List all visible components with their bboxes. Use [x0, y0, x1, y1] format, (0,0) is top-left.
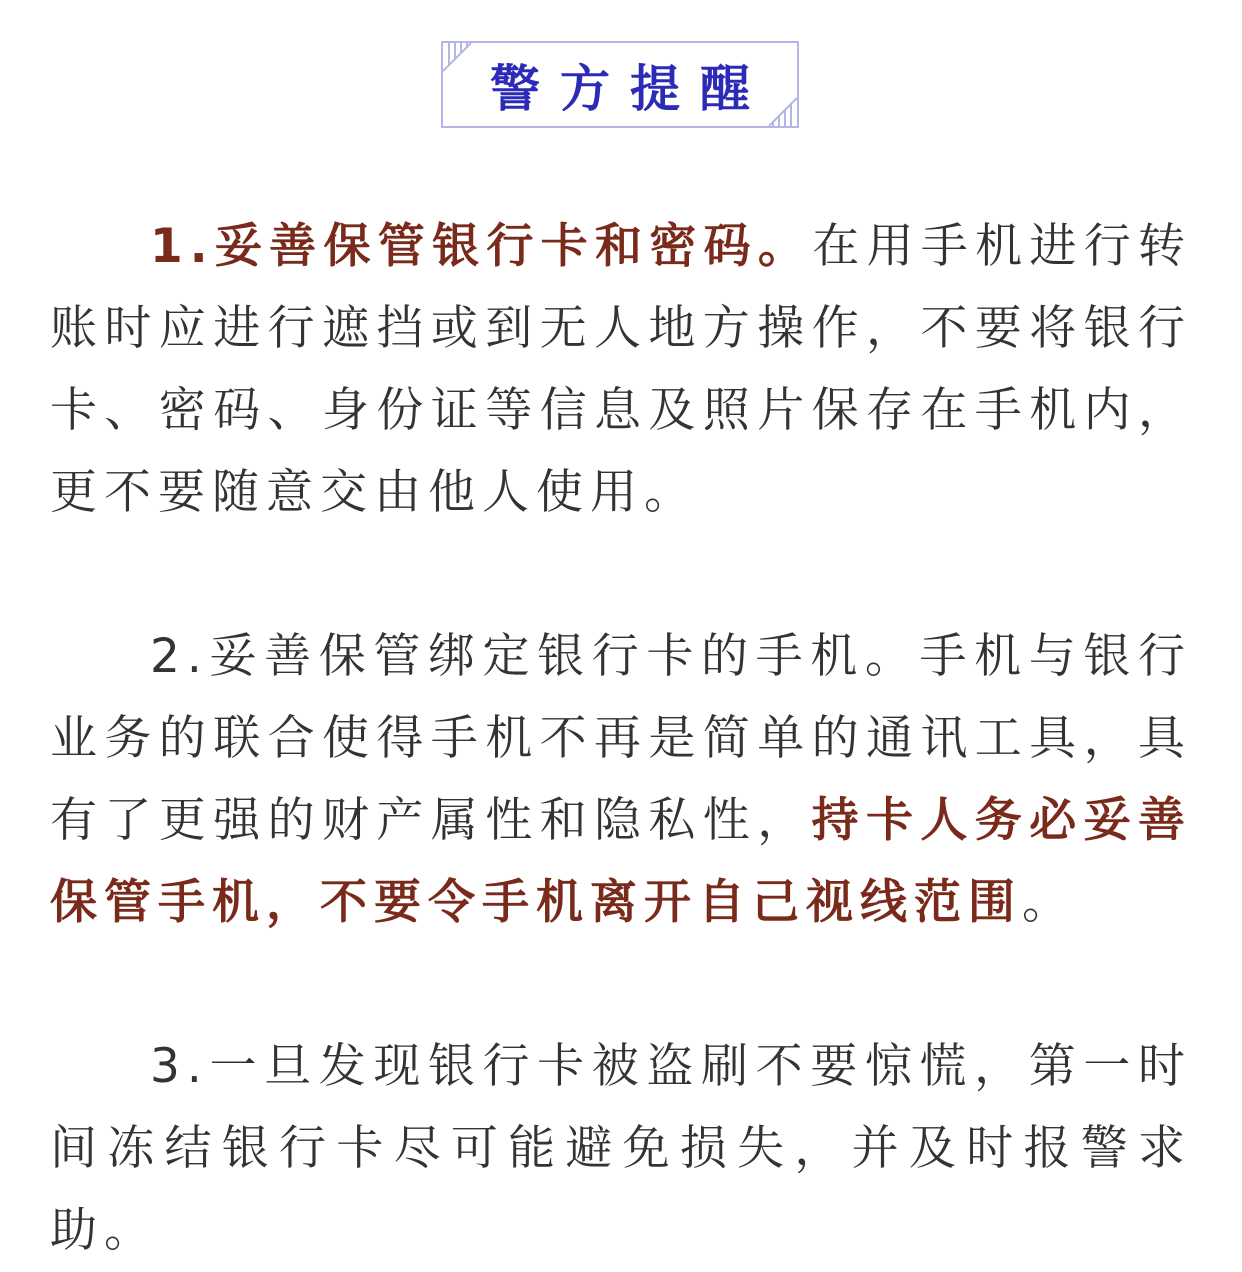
tip-paragraph-3: [50, 1026, 1192, 1272]
tip-1-text: 在用手机进行转账时应进行遮挡或到无人地方操作，不要将银行卡、密码、身份证等信息及照片保存在手机内，更不要随意交由他人使用。: [50, 219, 1192, 520]
tip-2-text-end: 。: [1022, 875, 1076, 930]
tip-1-emphasis: 1.妥善保管银行卡和密码。: [150, 219, 813, 274]
tip-3-text: 3.一旦发现银行卡被盗刷不要惊慌，第一时间冻结银行卡尽可能避免损失，并及时报警求助。: [50, 1039, 1192, 1258]
tip-paragraph-1: [50, 206, 1192, 534]
tip-paragraph-2: [50, 616, 1192, 944]
title-banner: [441, 41, 799, 128]
page-title: 警方提醒: [490, 59, 770, 118]
tip-2-emphasis: 持卡人务必妥善保管手机，不要令手机离开自己视线范围: [50, 793, 1193, 930]
article-body: [50, 206, 1192, 1272]
tip-2-text: 2.妥善保管绑定银行卡的手机。手机与银行业务的联合使得手机不再是简单的通讯工具，具有了更强的财产属性和隐私性，: [50, 629, 1192, 848]
